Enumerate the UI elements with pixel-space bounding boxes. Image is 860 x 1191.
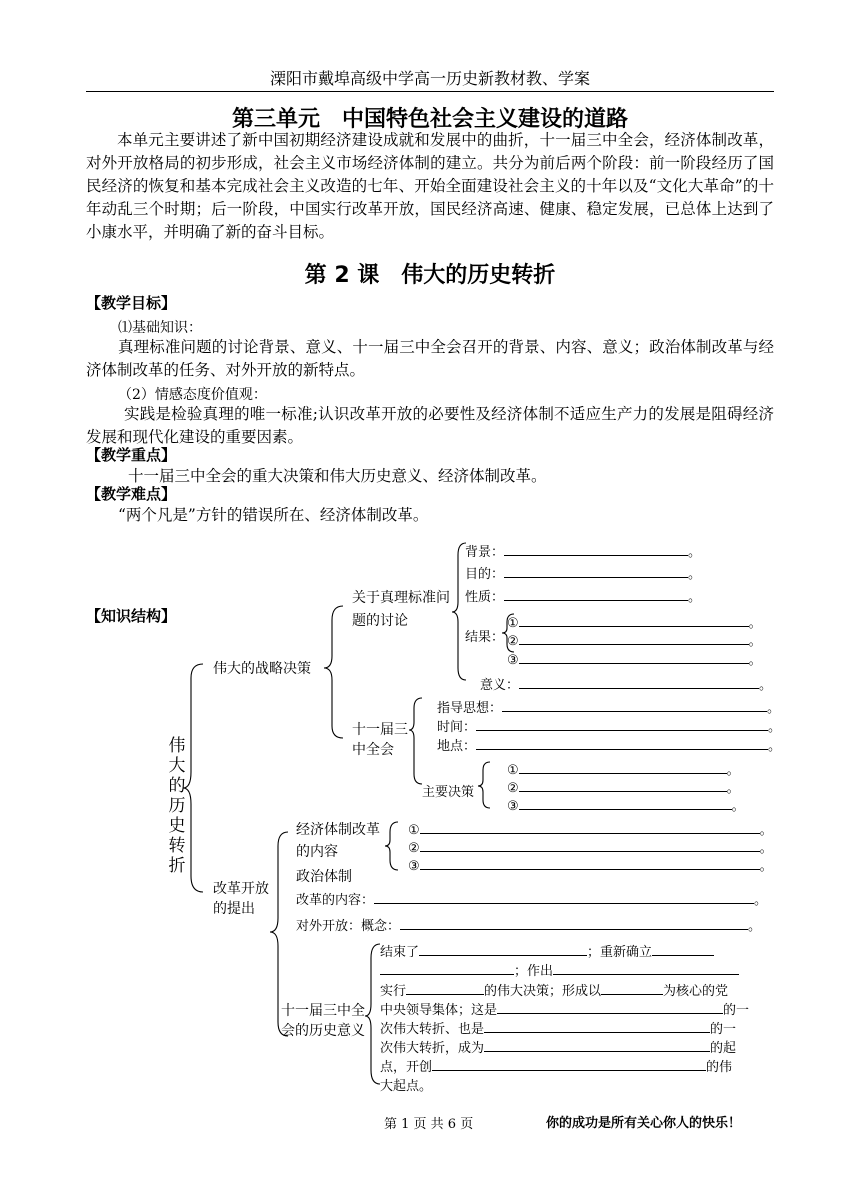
truth-result-label: 结果： — [465, 630, 505, 645]
bracket-truth — [452, 543, 466, 680]
period: 。 — [688, 567, 702, 582]
blank[interactable] — [519, 651, 749, 664]
blank[interactable] — [419, 943, 587, 956]
blank[interactable] — [519, 676, 759, 689]
blank[interactable] — [476, 718, 768, 731]
hist-row-6 — [380, 1037, 736, 1056]
implement: 实行 — [380, 984, 407, 999]
truth-purpose-label: 目的： — [465, 567, 505, 582]
great-turn-become: 次伟大转折，成为 — [380, 1041, 485, 1056]
econ-reform-line1: 经济体制改革 — [296, 822, 380, 838]
circled-2: ② — [408, 841, 420, 856]
period: 。 — [748, 634, 762, 649]
blank[interactable] — [504, 543, 688, 556]
pol-reform-line2 — [296, 889, 767, 908]
circled-3: ③ — [408, 859, 420, 874]
bracket-plenum — [409, 698, 422, 784]
circled-2: ② — [507, 634, 519, 649]
hist-row-1 — [380, 941, 714, 960]
period: 。 — [759, 841, 773, 856]
circled-1: ① — [408, 823, 420, 838]
unit-title: 第三单元 中国特色社会主义建设的道路 — [231, 107, 628, 132]
opening-up — [296, 915, 761, 934]
objectives-item1-label: ⑴基础知识： — [118, 320, 202, 336]
blank[interactable] — [504, 588, 688, 601]
circled-3: ③ — [507, 799, 519, 814]
pol-reform-label: 改革的内容： — [296, 893, 375, 908]
truth-nature — [465, 586, 701, 605]
period: 。 — [726, 763, 740, 778]
hist-row-3 — [380, 980, 728, 999]
difficulties-text: “两个凡是”方针的错误所在、经济体制改革。 — [118, 506, 429, 524]
page-number: 第 1 页 共 6 页 — [384, 1117, 474, 1132]
econ-reform-line2: 的内容 — [296, 844, 338, 860]
truth-significance — [480, 674, 772, 693]
truth-background — [465, 541, 701, 560]
blank[interactable] — [652, 943, 714, 956]
hist-row-7 — [380, 1056, 732, 1075]
period: 。 — [748, 616, 762, 631]
truth-discussion-line2: 题的讨论 — [352, 613, 408, 629]
hist-row-2 — [380, 960, 739, 979]
blank[interactable] — [420, 857, 760, 870]
blank[interactable] — [497, 1001, 723, 1014]
plenum-time — [437, 716, 781, 735]
truth-purpose — [465, 563, 701, 582]
bracket-econ — [385, 822, 398, 870]
one: 的一 — [710, 1022, 737, 1037]
plenum-guiding-label: 指导思想： — [437, 701, 503, 716]
period: 。 — [768, 739, 782, 754]
econ-item-1 — [408, 819, 773, 838]
blank[interactable] — [400, 917, 748, 930]
decision-1 — [507, 759, 740, 778]
decision-3 — [507, 795, 745, 814]
blank[interactable] — [504, 565, 688, 578]
circled-2: ② — [507, 781, 519, 796]
great-decision: 的伟大决策；形成以 — [484, 984, 602, 999]
point-open: 点，开创 — [380, 1060, 433, 1075]
objectives-item1-text: 真理标准问题的讨论背景、意义、十一届三中全会召开的背景、内容、意义；政治体制改革与经济体制改革的任务、对外开放的新特点。 — [86, 338, 774, 379]
opening-up-label: 对外开放：概念： — [296, 919, 401, 934]
plenum-line2: 中全会 — [352, 742, 394, 758]
great-turn-also: 次伟大转折、也是 — [380, 1022, 485, 1037]
period: 。 — [748, 919, 762, 934]
objectives-heading: 【教学目标】 — [86, 294, 177, 312]
blank[interactable] — [519, 797, 732, 810]
period: 。 — [759, 859, 773, 874]
plenum-place-label: 地点： — [437, 739, 477, 754]
plenum-place — [437, 735, 781, 754]
blank[interactable] — [601, 982, 663, 995]
hist-row-4 — [380, 999, 749, 1018]
econ-item-3 — [408, 855, 773, 874]
blank[interactable] — [502, 699, 767, 712]
plenum-guiding — [437, 697, 780, 716]
key-points-heading: 【教学重点】 — [86, 446, 177, 464]
branch2-line1: 改革开放 — [213, 881, 269, 897]
unit-intro-text: 本单元主要讲述了新中国初期经济建设成就和发展中的曲折，十一届三中全会，经济体制改革，对外开放格局的初步形成，社会主义市场经济体制的建立。共分为前后两个阶段：前一阶段经历了国民经济的恢复和基本完成社会主义改造的七年、开始全面建设社会主义的十年以及“文化大革命”的十年动乱三个时期；后一阶段，中国实行改革开放，国民经济高速、健康、稳定发展，已总体上达到了小康水平，并明确了新的奋斗目标。 — [86, 131, 774, 241]
of-start: 的起 — [710, 1041, 737, 1056]
truth-background-label: 背景： — [465, 545, 505, 560]
hist-significance-line1: 十一届三中全 — [281, 1003, 365, 1019]
central: 中央领导集体；这是 — [380, 1003, 498, 1018]
branch2-line2: 的提出 — [213, 901, 255, 917]
page-header: 溧阳市戴埠高级中学高一历史新教材教、学案 — [269, 69, 590, 88]
hist-significance-line2: 会的历史意义 — [281, 1023, 365, 1039]
truth-result-1 — [507, 612, 762, 631]
bracket-decisions — [478, 762, 490, 808]
one: 的一 — [723, 1003, 750, 1018]
circled-1: ① — [507, 763, 519, 778]
key-points-text: 十一届三中全会的重大决策和伟大历史意义、经济体制改革。 — [128, 467, 547, 485]
blank[interactable] — [380, 962, 514, 975]
blank[interactable] — [484, 1039, 710, 1052]
blank[interactable] — [432, 1058, 706, 1071]
econ-item-2 — [408, 837, 773, 856]
blank[interactable] — [484, 1020, 710, 1033]
blank[interactable] — [519, 779, 727, 792]
blank[interactable] — [476, 737, 768, 750]
plenum-line1: 十一届三 — [352, 722, 408, 738]
blank[interactable] — [406, 982, 484, 995]
period: 。 — [731, 799, 745, 814]
circled-1: ① — [507, 616, 519, 631]
period: 。 — [754, 893, 768, 908]
truth-result-3 — [507, 649, 762, 668]
period: 。 — [768, 720, 782, 735]
blank[interactable] — [519, 761, 727, 774]
main-decisions-label: 主要决策 — [422, 785, 475, 800]
hist-row-8: 大起点。 — [380, 1079, 433, 1094]
structure-root: 伟大的历史转折 — [168, 736, 186, 876]
plenum-time-label: 时间： — [437, 720, 477, 735]
truth-discussion-line1: 关于真理标准问 — [352, 590, 450, 606]
objectives-item2-text: 实践是检验真理的唯一标准;认识改革开放的必要性及经济体制不适应生产力的发展是阻碍经济发展和现代化建设的重要因素。 — [86, 405, 774, 446]
period: 。 — [759, 678, 773, 693]
blank[interactable] — [553, 962, 739, 975]
footer-motto: 你的成功是所有关心你人的快乐！ — [546, 1116, 742, 1131]
pol-reform-line1: 政治体制 — [296, 869, 352, 885]
truth-nature-label: 性质： — [465, 590, 505, 605]
decision-2 — [507, 777, 740, 796]
make: ；作出 — [514, 964, 554, 979]
end-of: 结束了 — [380, 945, 420, 960]
of-great: 的伟 — [706, 1060, 733, 1075]
structure-heading: 【知识结构】 — [86, 607, 177, 625]
blank[interactable] — [519, 632, 749, 645]
hist-row-5 — [380, 1018, 736, 1037]
core: 为核心的党 — [663, 984, 729, 999]
circled-3: ③ — [507, 653, 519, 668]
lesson-title: 第 2 课 伟大的历史转折 — [304, 263, 556, 288]
difficulties-heading: 【教学难点】 — [86, 485, 177, 503]
period: 。 — [759, 823, 773, 838]
objectives-item2-label: （2）情感态度价值观： — [118, 387, 267, 403]
branch1-label: 伟大的战略决策 — [213, 661, 311, 677]
period: 。 — [726, 781, 740, 796]
bracket-hist — [365, 944, 380, 1084]
period: 。 — [688, 545, 702, 560]
bracket-branch1 — [324, 606, 343, 738]
blank[interactable] — [374, 891, 754, 904]
re-establish: ；重新确立 — [587, 945, 653, 960]
truth-significance-label: 意义： — [480, 678, 520, 693]
blank[interactable] — [519, 614, 749, 627]
blank[interactable] — [420, 821, 760, 834]
period: 。 — [767, 701, 781, 716]
period: 。 — [748, 653, 762, 668]
period: 。 — [688, 590, 702, 605]
blank[interactable] — [420, 839, 760, 852]
truth-result-2 — [507, 630, 762, 649]
